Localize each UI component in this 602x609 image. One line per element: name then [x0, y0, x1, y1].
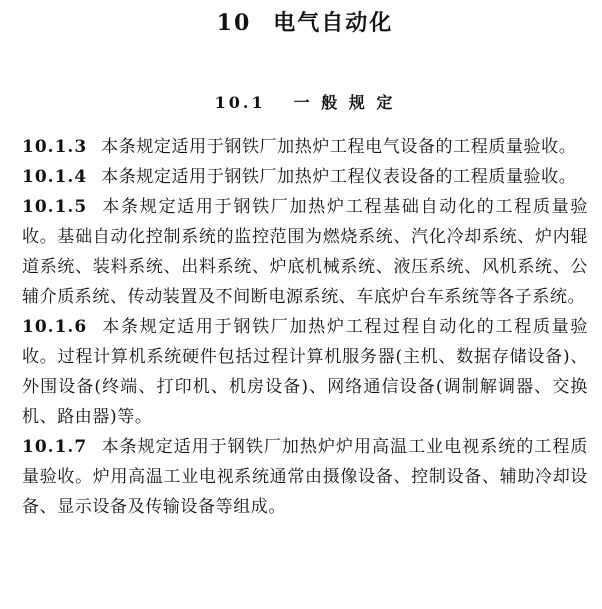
- clause-text: 本条规定适用于钢铁厂加热炉工程基础自动化的工程质量验收。基础自动化控制系统的监控范围为燃烧系统、汽化冷却系统、炉内辊道系统、装料系统、出料系统、炉底机械系统、液压系统、风机系统、公辅介质系统、传动装置及不间断电源系统、车底炉台车系统等各子系统。: [22, 197, 588, 307]
- clause-text: 本条规定适用于钢铁厂加热炉工程仪表设备的工程质量验收。: [101, 167, 577, 187]
- section-number: 10.1: [214, 93, 266, 112]
- clause-10-1-7: [22, 432, 588, 522]
- clause-number: 10.1.3: [22, 137, 88, 157]
- clause-10-1-3: [22, 132, 588, 162]
- clause-number: 10.1.4: [22, 167, 88, 187]
- clause-text: 本条规定适用于钢铁厂加热炉炉用高温工业电视系统的工程质量验收。炉用高温工业电视系统通常由摄像设备、控制设备、辅助冷却设备、显示设备及传输设备等组成。: [22, 437, 588, 517]
- clause-number: 10.1.5: [22, 197, 88, 217]
- section-title: 一 般 规 定: [293, 93, 396, 112]
- clause-10-1-5: [22, 192, 588, 312]
- chapter-title: 电气自动化: [273, 10, 394, 36]
- clause-number: 10.1.6: [22, 317, 88, 337]
- clause-10-1-6: [22, 312, 588, 432]
- clause-10-1-4: [22, 162, 588, 192]
- clause-text: 本条规定适用于钢铁厂加热炉工程过程自动化的工程质量验收。过程计算机系统硬件包括过程计算机服务器(主机、数据存储设备)、外围设备(终端、打印机、机房设备)、网络通信设备(调制解调器、交换机、路由器)等。: [22, 317, 588, 427]
- clause-list: [22, 132, 588, 522]
- chapter-number: 10: [216, 10, 252, 36]
- clause-number: 10.1.7: [22, 437, 88, 457]
- section-heading: [22, 86, 588, 120]
- chapter-heading: [22, 0, 588, 46]
- clause-text: 本条规定适用于钢铁厂加热炉工程电气设备的工程质量验收。: [101, 137, 577, 157]
